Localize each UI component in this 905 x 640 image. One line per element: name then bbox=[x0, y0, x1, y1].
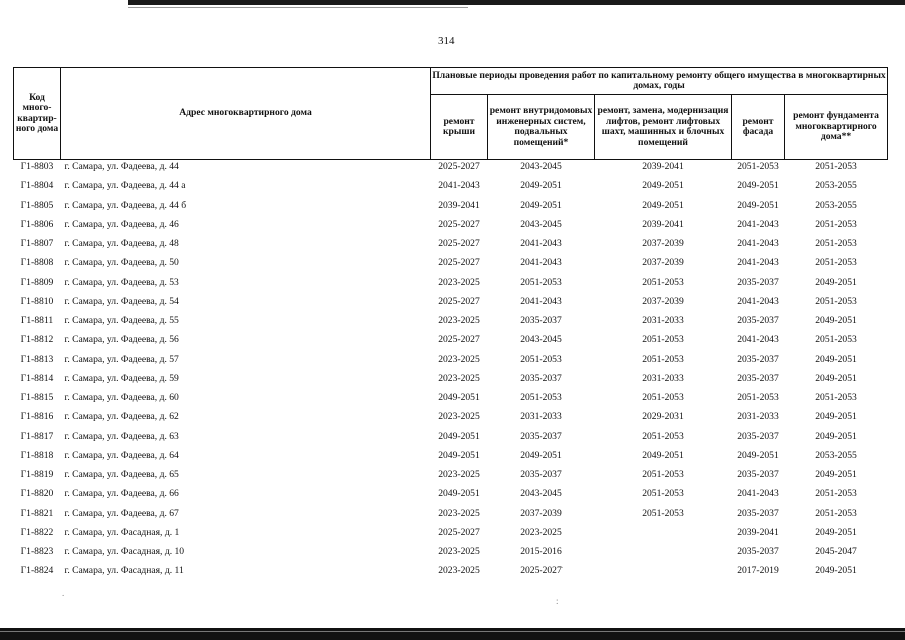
house-code-cell: Г1-8816 bbox=[20, 411, 54, 423]
facade-period-cell: 2035-2037 bbox=[737, 546, 779, 557]
table-row bbox=[14, 333, 888, 352]
table-row bbox=[14, 353, 888, 372]
roof-period-cell: 2025-2027 bbox=[438, 161, 480, 172]
systems-period-cell: 2043-2045 bbox=[520, 218, 562, 230]
facade-period-cell: 2041-2043 bbox=[737, 488, 779, 500]
roof-period-cell: 2023-2025 bbox=[438, 546, 480, 557]
roof-period-cell: 2023-2025 bbox=[438, 507, 480, 519]
lifts-period-cell: 2051-2053 bbox=[642, 334, 684, 346]
address-cell: г. Самара, ул. Фадеева, д. 67 bbox=[64, 507, 179, 519]
table-row bbox=[14, 507, 888, 526]
systems-period-cell: 2031-2033 bbox=[520, 411, 562, 423]
lifts-period-cell: 2051-2053 bbox=[642, 469, 684, 480]
table-row bbox=[14, 237, 888, 256]
table-row bbox=[14, 160, 888, 180]
address-cell: г. Самара, ул. Фасадная, д. 1 bbox=[64, 526, 180, 538]
facade-period-cell: 2041-2043 bbox=[737, 238, 779, 249]
roof-period-cell: 2025-2027 bbox=[438, 218, 480, 230]
roof-period-cell: 2023-2025 bbox=[438, 469, 480, 480]
house-code-cell: Г1-8811 bbox=[20, 315, 54, 326]
systems-period-cell: 2043-2045 bbox=[520, 488, 562, 500]
foundation-period-cell: 2051-2053 bbox=[815, 238, 857, 249]
facade-period-cell: 2017-2019 bbox=[737, 565, 779, 577]
roof-period-cell: 2023-2025 bbox=[438, 315, 480, 326]
facade-period-cell: 2049-2051 bbox=[737, 180, 779, 192]
roof-period-cell: 2025-2027 bbox=[438, 526, 480, 538]
systems-period-cell: 2041-2043 bbox=[520, 257, 562, 269]
house-code-cell: Г1-8812 bbox=[20, 334, 54, 346]
address-cell: г. Самара, ул. Фадеева, д. 46 bbox=[64, 218, 179, 230]
lifts-period-cell: 2037-2039 bbox=[642, 257, 684, 269]
foundation-period-cell: 2051-2053 bbox=[815, 334, 857, 346]
house-code-cell: Г1-8820 bbox=[20, 488, 54, 500]
address-cell: г. Самара, ул. Фадеева, д. 65 bbox=[64, 469, 179, 480]
lifts-period-cell: 2051-2053 bbox=[642, 392, 684, 403]
facade-period-cell: 2035-2037 bbox=[737, 353, 779, 365]
lifts-period-cell: 2037-2039 bbox=[642, 238, 684, 249]
scan-speck: . bbox=[62, 588, 65, 598]
foundation-period-cell: 2049-2051 bbox=[815, 565, 857, 577]
address-cell: г. Самара, ул. Фадеева, д. 57 bbox=[64, 353, 179, 365]
table-row bbox=[14, 179, 888, 198]
table-row bbox=[14, 256, 888, 275]
top-thin-line bbox=[128, 7, 468, 8]
roof-period-cell: 2041-2043 bbox=[438, 180, 480, 192]
table-row bbox=[14, 545, 888, 564]
foundation-period-cell: 2051-2053 bbox=[815, 295, 857, 307]
lifts-period-cell: 2051-2053 bbox=[642, 507, 684, 519]
top-border-line bbox=[128, 0, 905, 5]
header-planned-periods: Плановые периоды проведения работ по капитальному ремонту общего имущества в многоквартирных домах, годы bbox=[431, 68, 888, 95]
foundation-period-cell: 2045-2047 bbox=[815, 546, 857, 557]
roof-period-cell: 2025-2027 bbox=[438, 257, 480, 269]
facade-period-cell: 2035-2037 bbox=[737, 315, 779, 326]
house-code-cell: Г1-8822 bbox=[20, 526, 54, 538]
facade-period-cell: 2035-2037 bbox=[737, 469, 779, 480]
systems-period-cell: 2015-2016 bbox=[520, 546, 562, 557]
systems-period-cell: 2037-2039 bbox=[520, 507, 562, 519]
table-row bbox=[14, 276, 888, 295]
lifts-period-cell: 2051-2053 bbox=[642, 488, 684, 500]
house-code-cell: Г1-8823 bbox=[20, 546, 54, 557]
foundation-period-cell: 2049-2051 bbox=[815, 411, 857, 423]
facade-period-cell: 2031-2033 bbox=[737, 411, 779, 423]
header-address: Адрес многоквартирного дома bbox=[61, 68, 431, 160]
roof-period-cell: 2049-2051 bbox=[438, 430, 480, 442]
systems-period-cell: 2043-2045 bbox=[520, 161, 562, 172]
facade-period-cell: 2035-2037 bbox=[737, 507, 779, 519]
systems-period-cell: 2041-2043 bbox=[520, 238, 562, 249]
house-code-cell: Г1-8806 bbox=[20, 218, 54, 230]
facade-period-cell: 2035-2037 bbox=[737, 372, 779, 384]
foundation-period-cell: 2049-2051 bbox=[815, 430, 857, 442]
foundation-period-cell: 2049-2051 bbox=[815, 315, 857, 326]
foundation-period-cell: 2051-2053 bbox=[815, 507, 857, 519]
foundation-period-cell: 2053-2055 bbox=[815, 180, 857, 192]
address-cell: г. Самара, ул. Фадеева, д. 62 bbox=[64, 411, 179, 423]
address-cell: г. Самара, ул. Фасадная, д. 10 bbox=[64, 546, 185, 557]
header-code: Код много-квартир-ного дома bbox=[14, 68, 61, 160]
address-cell: г. Самара, ул. Фадеева, д. 64 bbox=[64, 449, 179, 461]
lifts-period-cell: 2051-2053 bbox=[642, 353, 684, 365]
lifts-period-cell: 2049-2051 bbox=[642, 180, 684, 192]
roof-period-cell: 2049-2051 bbox=[438, 449, 480, 461]
foundation-period-cell: 2049-2051 bbox=[815, 276, 857, 288]
lifts-period-cell: 2039-2041 bbox=[642, 218, 684, 230]
bottom-border-gap bbox=[0, 631, 905, 632]
lifts-period-cell: 2049-2051 bbox=[642, 449, 684, 461]
foundation-period-cell: 2051-2053 bbox=[815, 392, 857, 403]
repair-schedule-table bbox=[13, 67, 888, 584]
bottom-border-band bbox=[0, 628, 905, 640]
systems-period-cell: 2023-2025 bbox=[520, 526, 562, 538]
foundation-period-cell: 2051-2053 bbox=[815, 161, 857, 172]
foundation-period-cell: 2049-2051 bbox=[815, 526, 857, 538]
house-code-cell: Г1-8810 bbox=[20, 295, 54, 307]
house-code-cell: Г1-8818 bbox=[20, 449, 54, 461]
roof-period-cell: 2039-2041 bbox=[438, 199, 480, 211]
address-cell: г. Самара, ул. Фадеева, д. 44 б bbox=[64, 199, 187, 211]
systems-period-cell: 2025-2027 bbox=[520, 565, 562, 577]
systems-period-cell: 2051-2053 bbox=[520, 276, 562, 288]
facade-period-cell: 2035-2037 bbox=[737, 430, 779, 442]
foundation-period-cell: 2049-2051 bbox=[815, 372, 857, 384]
lifts-period-cell bbox=[595, 545, 732, 564]
scan-speck: : bbox=[556, 596, 559, 606]
header-roof-repair: ремонт крыши bbox=[431, 95, 488, 160]
systems-period-cell: 2035-2037 bbox=[520, 430, 562, 442]
foundation-period-cell: 2049-2051 bbox=[815, 469, 857, 480]
address-cell: г. Самара, ул. Фасадная, д. 11 bbox=[64, 565, 184, 577]
lifts-period-cell: 2039-2041 bbox=[642, 161, 684, 172]
house-code-cell: Г1-8803 bbox=[20, 161, 54, 172]
table-row bbox=[14, 449, 888, 468]
table-row bbox=[14, 218, 888, 237]
address-cell: г. Самара, ул. Фадеева, д. 53 bbox=[64, 276, 179, 288]
address-cell: г. Самара, ул. Фадеева, д. 60 bbox=[64, 392, 179, 403]
address-cell: г. Самара, ул. Фадеева, д. 44 а bbox=[64, 180, 186, 192]
table-body bbox=[14, 160, 888, 584]
scan-speck: . bbox=[561, 560, 564, 570]
facade-period-cell: 2049-2051 bbox=[737, 199, 779, 211]
table-row bbox=[14, 410, 888, 429]
table-row bbox=[14, 430, 888, 449]
facade-period-cell: 2035-2037 bbox=[737, 276, 779, 288]
systems-period-cell: 2041-2043 bbox=[520, 295, 562, 307]
house-code-cell: Г1-8824 bbox=[20, 565, 54, 577]
roof-period-cell: 2025-2027 bbox=[438, 238, 480, 249]
facade-period-cell: 2041-2043 bbox=[737, 218, 779, 230]
address-cell: г. Самара, ул. Фадеева, д. 54 bbox=[64, 295, 179, 307]
foundation-period-cell: 2051-2053 bbox=[815, 488, 857, 500]
foundation-period-cell: 2051-2053 bbox=[815, 257, 857, 269]
header-systems-repair: ремонт внутридомовых инженерных систем, подвальных помещений* bbox=[488, 95, 595, 160]
roof-period-cell: 2049-2051 bbox=[438, 488, 480, 500]
table-row bbox=[14, 314, 888, 333]
systems-period-cell: 2035-2037 bbox=[520, 315, 562, 326]
lifts-period-cell bbox=[595, 564, 732, 583]
house-code-cell: Г1-8809 bbox=[20, 276, 54, 288]
foundation-period-cell: 2053-2055 bbox=[815, 449, 857, 461]
house-code-cell: Г1-8815 bbox=[20, 392, 54, 403]
systems-period-cell: 2049-2051 bbox=[520, 180, 562, 192]
facade-period-cell: 2039-2041 bbox=[737, 526, 779, 538]
address-cell: г. Самара, ул. Фадеева, д. 55 bbox=[64, 315, 179, 326]
lifts-period-cell: 2049-2051 bbox=[642, 199, 684, 211]
house-code-cell: Г1-8817 bbox=[20, 430, 54, 442]
address-cell: г. Самара, ул. Фадеева, д. 56 bbox=[64, 334, 179, 346]
systems-period-cell: 2043-2045 bbox=[520, 334, 562, 346]
roof-period-cell: 2023-2025 bbox=[438, 565, 480, 577]
roof-period-cell: 2049-2051 bbox=[438, 392, 480, 403]
page-number: 314 bbox=[438, 35, 455, 47]
house-code-cell: Г1-8808 bbox=[20, 257, 54, 269]
facade-period-cell: 2041-2043 bbox=[737, 257, 779, 269]
roof-period-cell: 2025-2027 bbox=[438, 334, 480, 346]
roof-period-cell: 2025-2027 bbox=[438, 295, 480, 307]
foundation-period-cell: 2049-2051 bbox=[815, 353, 857, 365]
house-code-cell: Г1-8819 bbox=[20, 469, 54, 480]
house-code-cell: Г1-8805 bbox=[20, 199, 54, 211]
house-code-cell: Г1-8814 bbox=[20, 372, 54, 384]
header-foundation-repair: ремонт фундамента многоквартирного дома** bbox=[785, 95, 888, 160]
table-row bbox=[14, 372, 888, 391]
table-row bbox=[14, 564, 888, 583]
house-code-cell: Г1-8804 bbox=[20, 180, 54, 192]
facade-period-cell: 2051-2053 bbox=[737, 392, 779, 403]
address-cell: г. Самара, ул. Фадеева, д. 48 bbox=[64, 238, 179, 249]
lifts-period-cell: 2051-2053 bbox=[642, 276, 684, 288]
roof-period-cell: 2023-2025 bbox=[438, 372, 480, 384]
lifts-period-cell: 2051-2053 bbox=[642, 430, 684, 442]
systems-period-cell: 2051-2053 bbox=[520, 353, 562, 365]
house-code-cell: Г1-8807 bbox=[20, 238, 54, 249]
roof-period-cell: 2023-2025 bbox=[438, 276, 480, 288]
lifts-period-cell: 2031-2033 bbox=[642, 315, 684, 326]
facade-period-cell: 2051-2053 bbox=[737, 161, 779, 172]
table-row bbox=[14, 468, 888, 487]
foundation-period-cell: 2053-2055 bbox=[815, 199, 857, 211]
facade-period-cell: 2041-2043 bbox=[737, 295, 779, 307]
facade-period-cell: 2049-2051 bbox=[737, 449, 779, 461]
lifts-period-cell: 2037-2039 bbox=[642, 295, 684, 307]
lifts-period-cell: 2031-2033 bbox=[642, 372, 684, 384]
systems-period-cell: 2051-2053 bbox=[520, 392, 562, 403]
roof-period-cell: 2023-2025 bbox=[438, 411, 480, 423]
lifts-period-cell: 2029-2031 bbox=[642, 411, 684, 423]
systems-period-cell: 2035-2037 bbox=[520, 469, 562, 480]
table-row bbox=[14, 526, 888, 545]
address-cell: г. Самара, ул. Фадеева, д. 66 bbox=[64, 488, 179, 500]
systems-period-cell: 2049-2051 bbox=[520, 199, 562, 211]
roof-period-cell: 2023-2025 bbox=[438, 353, 480, 365]
facade-period-cell: 2041-2043 bbox=[737, 334, 779, 346]
table-row bbox=[14, 295, 888, 314]
header-lifts-repair: ремонт, замена, модернизация лифтов, ремонт лифтовых шахт, машинных и блочных помещений bbox=[595, 95, 732, 160]
address-cell: г. Самара, ул. Фадеева, д. 63 bbox=[64, 430, 179, 442]
systems-period-cell: 2035-2037 bbox=[520, 372, 562, 384]
address-cell: г. Самара, ул. Фадеева, д. 59 bbox=[64, 372, 179, 384]
lifts-period-cell bbox=[595, 526, 732, 545]
table-row bbox=[14, 199, 888, 218]
table-row bbox=[14, 487, 888, 506]
house-code-cell: Г1-8821 bbox=[20, 507, 54, 519]
table-row bbox=[14, 391, 888, 410]
foundation-period-cell: 2051-2053 bbox=[815, 218, 857, 230]
systems-period-cell: 2049-2051 bbox=[520, 449, 562, 461]
address-cell: г. Самара, ул. Фадеева, д. 50 bbox=[64, 257, 179, 269]
address-cell: г. Самара, ул. Фадеева, д. 44 bbox=[64, 161, 179, 172]
house-code-cell: Г1-8813 bbox=[20, 353, 54, 365]
header-facade-repair: ремонт фасада bbox=[732, 95, 785, 160]
